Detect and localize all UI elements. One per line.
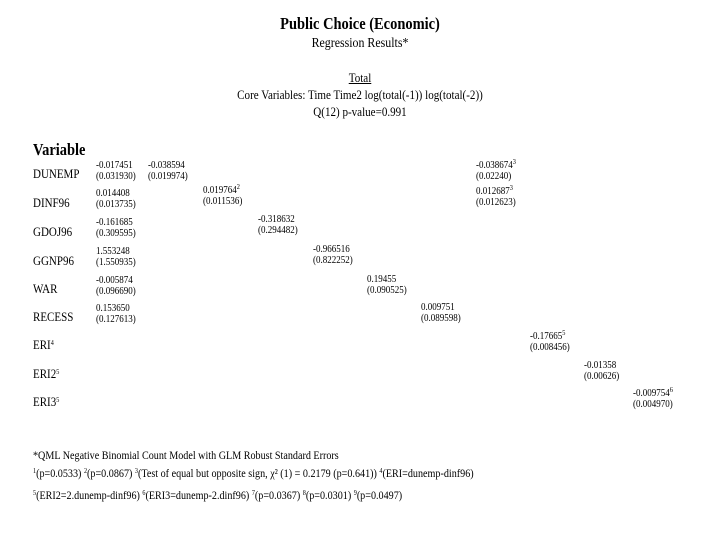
variable-column-header: Variable bbox=[33, 140, 86, 159]
coefficient-cell: 0.19455 (0.090525) bbox=[367, 274, 407, 296]
variable-label: $ERI3^5$ bbox=[33, 395, 60, 409]
variable-label: RECESS bbox=[33, 310, 74, 324]
footnote-line: $^5$(ERI2=2.dunemp-dinf96) $^6$(ERI3=dunemp-2.dinf96) $^7$(p=0.0367) $^8$(p=0.0301) $^9$(p=0.0497) bbox=[33, 489, 403, 502]
coefficient-cell: 0.019764$^2$ (0.011536) bbox=[203, 183, 243, 207]
coefficient-cell: -0.009754$^6$ (0.004970) bbox=[633, 386, 673, 410]
footnote-model-description: *QML Negative Binomial Count Model with GLM Robust Standard Errors bbox=[33, 450, 339, 462]
variable-label: WAR bbox=[33, 282, 58, 296]
coefficient-cell: 0.014408 (0.013735) bbox=[96, 188, 136, 210]
coefficient-cell: -0.161685 (0.309595) bbox=[96, 217, 136, 239]
page-title: Public Choice (Economic) bbox=[280, 14, 440, 33]
coefficient-cell: 0.153650 (0.127613) bbox=[96, 303, 136, 325]
variable-label: DINF96 bbox=[33, 196, 70, 210]
q-statistic-line: Q(12) p-value=0.991 bbox=[313, 104, 407, 119]
variable-label: GDOJ96 bbox=[33, 225, 73, 239]
coefficient-cell: -0.966516 (0.822252) bbox=[313, 244, 353, 266]
coefficient-cell: -0.038674$^3$ (0.02240) bbox=[476, 158, 516, 182]
coefficient-cell: -0.017451 (0.031930) bbox=[96, 160, 136, 182]
coefficient-cell: 0.009751 (0.089598) bbox=[421, 302, 461, 324]
footnote-line: $^1$(p=0.0533) $^2$(p=0.0867) $^3$(Test of equal but opposite sign, χ² (1) = 0.2179 (p=0.641)) $^4$(ERI=dunemp-dinf96) bbox=[33, 467, 474, 480]
variable-label: DUNEMP bbox=[33, 167, 80, 181]
page-subtitle: Regression Results* bbox=[311, 36, 409, 51]
coefficient-cell: 1.553248 (1.550935) bbox=[96, 246, 136, 268]
coefficient-cell: 0.012687$^3$ (0.012623) bbox=[476, 184, 516, 208]
dependent-variable-label: Total bbox=[348, 70, 372, 85]
variable-label: $ERI2^5$ bbox=[33, 367, 60, 381]
coefficient-cell: -0.005874 (0.096690) bbox=[96, 275, 136, 297]
coefficient-cell: -0.038594 (0.019974) bbox=[148, 160, 188, 182]
coefficient-cell: -0.01358 (0.00626) bbox=[584, 360, 620, 382]
core-variables-line: Core Variables: Time Time2 log(total(-1)) log(total(-2)) bbox=[237, 87, 483, 102]
variable-label: ERI$^4$ bbox=[33, 338, 54, 352]
variable-label: GGNP96 bbox=[33, 254, 74, 268]
coefficient-cell: -0.318632 (0.294482) bbox=[258, 214, 298, 236]
coefficient-cell: -0.17665$^5$ (0.008456) bbox=[530, 329, 570, 353]
